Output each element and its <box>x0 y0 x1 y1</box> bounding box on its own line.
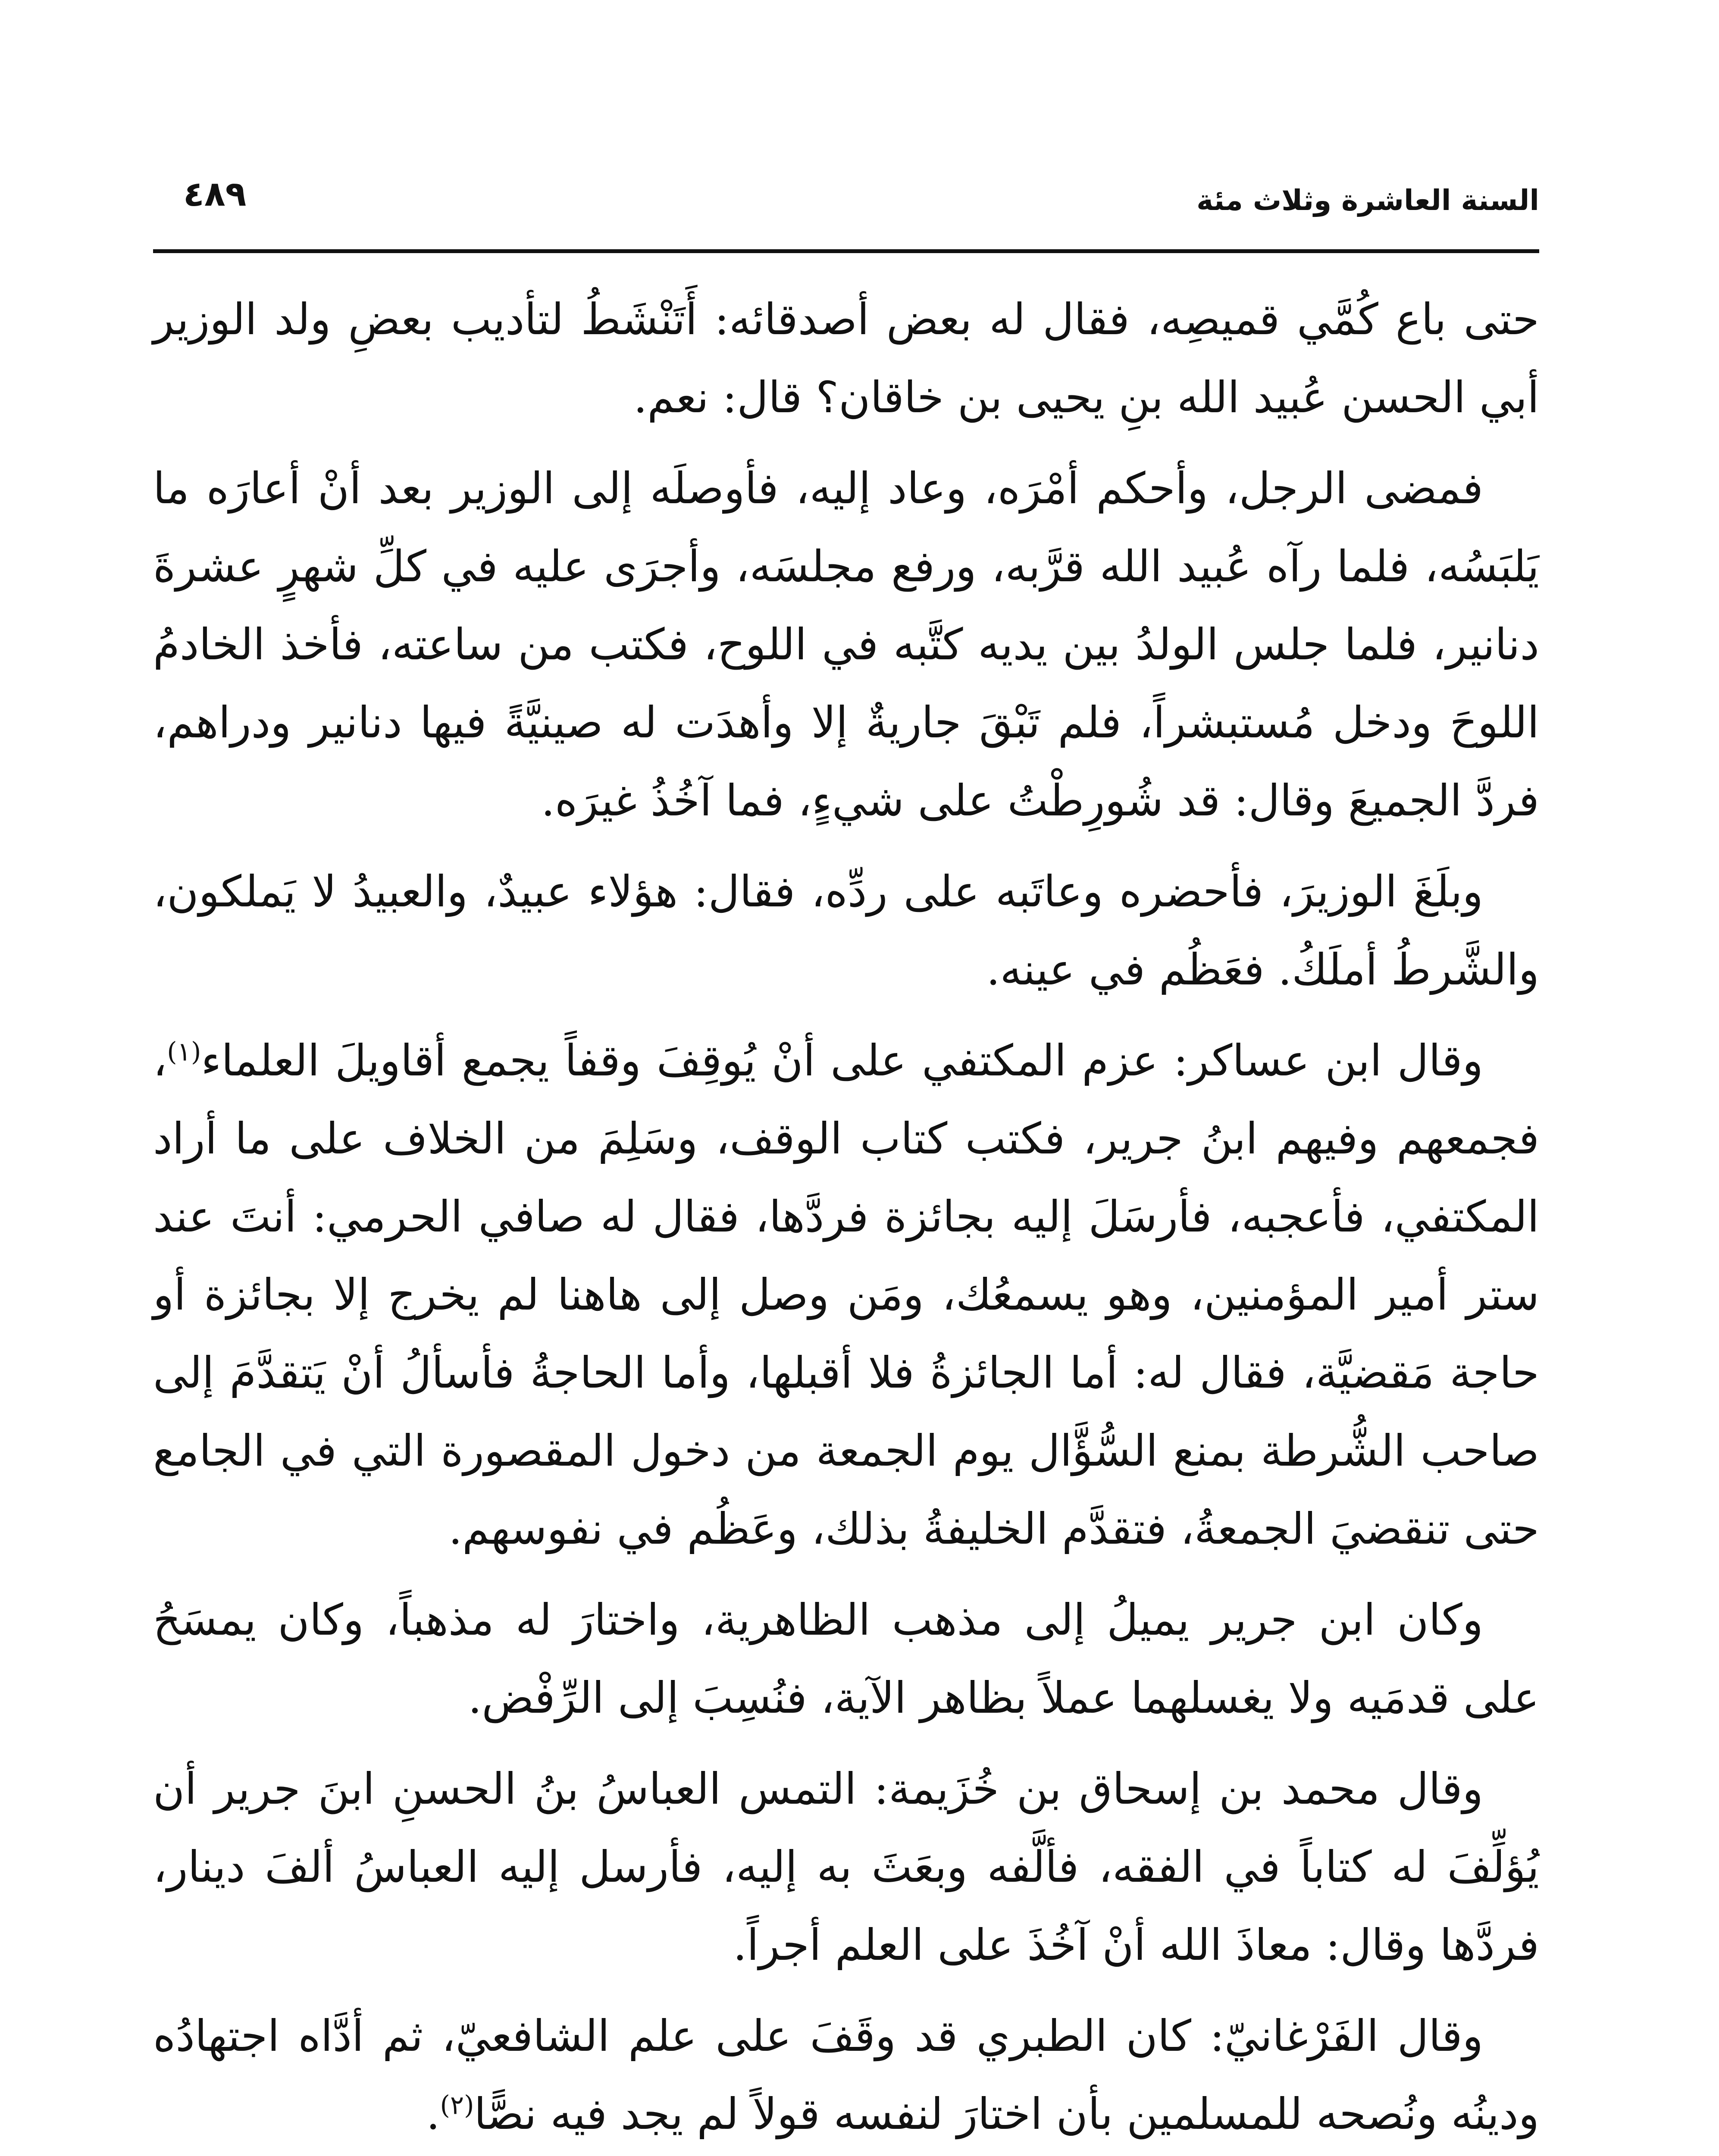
paragraph: وكان ابن جرير يميلُ إلى مذهب الظاهرية، واختارَ له مذهباً، وكان يمسَحُ على قدمَيه ولا يغسلهما عملاً بظاهر الآية، فنُسِبَ إلى الرِّفْض. <box>153 1595 1539 1723</box>
paragraph: حتى باع كُمَّي قميصِه، فقال له بعض أصدقائه: أَتَنْشَطُ لتأديب بعضِ ولد الوزير أبي الحسن عُبيد الله بنِ يحيى بن خاقان؟ قال: نعم. <box>153 294 1539 423</box>
paragraph: وقال محمد بن إسحاق بن خُزَيمة: التمس العباسُ بنُ الحسنِ ابنَ جرير أن يُؤلِّفَ له كتاباً في الفقه، فألَّفه وبعَثَ به إليه، فأرسل إليه العباسُ ألفَ دينار، فردَّها وقال: معاذَ الله أنْ آخُذَ على العلم أجراً. <box>153 1764 1539 1970</box>
main-text <box>153 280 1539 2153</box>
footnote-ref-1[interactable]: (١) <box>167 1037 201 1067</box>
paragraph-text: ، فجمعهم وفيهم ابنُ جرير، فكتب كتاب الوقف، وسَلِمَ من الخلاف على ما أراد المكتفي، فأعجبه، فأرسَلَ إليه بجائزة فردَّها، فقال له صافي الحرمي: أنتَ عند ستر أمير المؤمنين، وهو يسمعُك، ومَن وصل إلى هاهنا لم يخرج إلا بجائزة أو حاجة مَقضيَّة، فقال له: أما الجائزةُ فلا أقبلها، وأما الحاجةُ فأسألُ أنْ يَتقدَّمَ إلى صاحب الشُّرطة بمنع السُّؤَّال يوم الجمعة من دخول المقصورة التي في الجامع حتى تنقضيَ الجمعةُ، فتقدَّم الخليفةُ بذلك، وعَظُم في نفوسهم. <box>153 1035 1540 1554</box>
paragraph: فمضى الرجل، وأحكم أمْرَه، وعاد إليه، فأوصلَه إلى الوزير بعد أنْ أعارَه ما يَلبَسُه، فلما رآه عُبيد الله قرَّبه، ورفع مجلسَه، وأجرَى عليه في كلِّ شهرٍ عشرةَ دنانير، فلما جلس الولدُ بين يديه كتَّبه في اللوح، فكتب من ساعته، فأخذ الخادمُ اللوحَ ودخل مُستبشراً، فلم تَبْقَ جاريةٌ إلا وأهدَت له صينيَّةً فيها دنانير ودراهم، فردَّ الجميعَ وقال: قد شُورِطْتُ على شيءٍ، فما آخُذُ غيرَه. <box>153 463 1539 826</box>
paragraph: وقال الفَرْغانيّ: كان الطبري قد وقَفَ على علم الشافعيّ، ثم أدَّاه اجتهادُه ودينُه ونُصحه للمسلمين بأن اختارَ لنفسه قولاً لم يجد فيه نصًّا$^{(٢)}$. <box>153 2011 1539 2139</box>
running-head-title: السنة العاشرة وثلاث مئة <box>1196 184 1539 217</box>
paragraph-text: وقال الفَرْغانيّ: كان الطبري قد وقَفَ على علم الشافعيّ، ثم أدَّاه اجتهادُه ودينُه ونُصحه للمسلمين بأن اختارَ لنفسه قولاً لم يجد فيه نصًّا <box>153 2011 1539 2139</box>
running-head <box>147 170 1539 231</box>
page-number: ٤٨٩ <box>183 174 247 214</box>
header-rule <box>153 249 1539 253</box>
footnote-ref-2[interactable]: (٢) <box>440 2090 474 2121</box>
paragraph: وبلَغَ الوزيرَ، فأحضره وعاتَبه على ردِّه، فقال: هؤلاء عبيدٌ، والعبيدُ لا يَملكون، والشَّرطُ أملَكُ. فعَظُم في عينه. <box>153 866 1539 995</box>
paragraph-text: وقال ابن عساكر: عزم المكتفي على أنْ يُوقِفَ وقفاً يجمع أقاويلَ العلماء <box>201 1035 1483 1086</box>
paragraph <box>153 1022 1539 1568</box>
